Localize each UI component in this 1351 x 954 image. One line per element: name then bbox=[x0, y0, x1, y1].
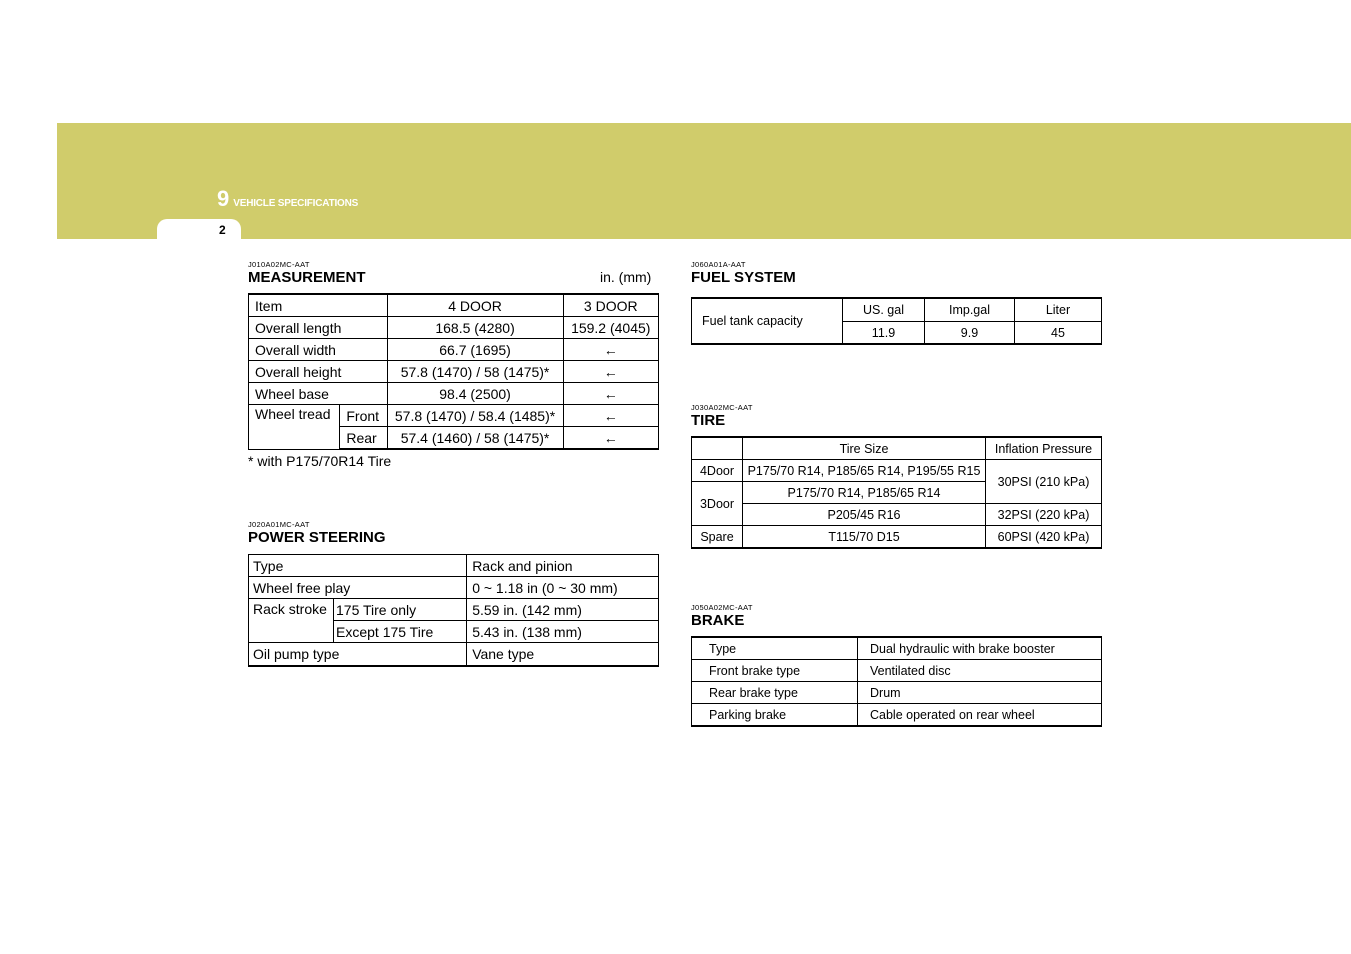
header-cell bbox=[692, 437, 743, 460]
measurement-unit: in. (mm) bbox=[600, 269, 652, 285]
value-cell: 45 bbox=[1015, 322, 1102, 345]
value-cell: 60PSI (420 kPa) bbox=[986, 526, 1102, 549]
value-cell: T115/70 D15 bbox=[743, 526, 986, 549]
value-cell: Dual hydraulic with brake booster bbox=[858, 637, 1102, 660]
chapter-heading bbox=[217, 186, 358, 212]
value-cell: 57.8 (1470) / 58.4 (1485)* bbox=[387, 405, 563, 427]
row-label: 4Door bbox=[692, 460, 743, 482]
section-title: BRAKE bbox=[691, 612, 745, 629]
table-row bbox=[249, 383, 659, 405]
value-cell: 98.4 (2500) bbox=[387, 383, 563, 405]
table-row bbox=[692, 460, 1102, 482]
row-label: Parking brake bbox=[692, 704, 858, 727]
header-cell: Item bbox=[249, 294, 388, 317]
section-code: J030A02MC-AAT bbox=[691, 403, 753, 412]
row-label: Type bbox=[692, 637, 858, 660]
table-row bbox=[249, 294, 659, 317]
section-code: J060A01A-AAT bbox=[691, 260, 746, 269]
fuel-system-table bbox=[691, 297, 1102, 345]
same-as-left-arrow-icon: ← bbox=[563, 339, 658, 361]
measurement-note: * with P175/70R14 Tire bbox=[248, 453, 392, 469]
value-cell: 11.9 bbox=[843, 322, 925, 345]
value-cell: Vane type bbox=[467, 643, 659, 667]
same-as-left-arrow-icon: ← bbox=[563, 405, 658, 427]
value-cell: P205/45 R16 bbox=[743, 504, 986, 526]
page-number: 2 bbox=[219, 223, 226, 237]
value-cell: 66.7 (1695) bbox=[387, 339, 563, 361]
row-label: Rear brake type bbox=[692, 682, 858, 704]
table-row bbox=[692, 682, 1102, 704]
row-label: Rack stroke bbox=[249, 599, 334, 643]
table-row bbox=[692, 526, 1102, 549]
value-cell: 57.8 (1470) / 58 (1475)* bbox=[387, 361, 563, 383]
section-title: POWER STEERING bbox=[248, 529, 386, 546]
chapter-number: 9 bbox=[217, 186, 230, 211]
power-steering-table bbox=[248, 554, 659, 667]
value-cell: 32PSI (220 kPa) bbox=[986, 504, 1102, 526]
table-row bbox=[692, 637, 1102, 660]
value-cell: 168.5 (4280) bbox=[387, 317, 563, 339]
same-as-left-arrow-icon: ← bbox=[563, 427, 658, 450]
row-label: Type bbox=[249, 555, 467, 577]
table-row bbox=[249, 599, 659, 621]
header-cell: 4 DOOR bbox=[387, 294, 563, 317]
row-label: Wheel free play bbox=[249, 577, 467, 599]
value-cell: 159.2 (4045) bbox=[563, 317, 658, 339]
row-label: Overall height bbox=[249, 361, 388, 383]
value-cell: Cable operated on rear wheel bbox=[858, 704, 1102, 727]
row-label: Wheel tread bbox=[249, 405, 340, 450]
value-cell: 0 ~ 1.18 in (0 ~ 30 mm) bbox=[467, 577, 659, 599]
same-as-left-arrow-icon: ← bbox=[563, 383, 658, 405]
table-row bbox=[692, 704, 1102, 727]
value-cell: Drum bbox=[858, 682, 1102, 704]
row-label: Wheel base bbox=[249, 383, 388, 405]
table-row bbox=[249, 555, 659, 577]
row-label: Oil pump type bbox=[249, 643, 467, 667]
sub-label: 175 Tire only bbox=[334, 599, 467, 621]
table-row bbox=[249, 643, 659, 667]
same-as-left-arrow-icon: ← bbox=[563, 361, 658, 383]
table-row bbox=[249, 317, 659, 339]
value-cell: P175/70 R14, P185/65 R14 bbox=[743, 482, 986, 504]
header-cell: Imp.gal bbox=[925, 298, 1015, 322]
value-cell: 9.9 bbox=[925, 322, 1015, 345]
section-code: J050A02MC-AAT bbox=[691, 603, 753, 612]
header-cell: Inflation Pressure bbox=[986, 437, 1102, 460]
value-cell: P175/70 R14, P185/65 R14, P195/55 R15 bbox=[743, 460, 986, 482]
page-tab bbox=[157, 219, 241, 240]
section-title: TIRE bbox=[691, 412, 726, 429]
row-label: Spare bbox=[692, 526, 743, 549]
row-label: Fuel tank capacity bbox=[692, 298, 843, 344]
value-cell: 5.59 in. (142 mm) bbox=[467, 599, 659, 621]
table-row bbox=[692, 437, 1102, 460]
row-label: Overall length bbox=[249, 317, 388, 339]
table-row bbox=[692, 660, 1102, 682]
value-cell: 5.43 in. (138 mm) bbox=[467, 621, 659, 643]
header-cell: Liter bbox=[1015, 298, 1102, 322]
table-row bbox=[692, 504, 1102, 526]
chapter-title: VEHICLE SPECIFICATIONS bbox=[233, 198, 359, 209]
sub-label: Rear bbox=[340, 427, 387, 450]
table-row bbox=[249, 405, 659, 427]
value-cell: Rack and pinion bbox=[467, 555, 659, 577]
header-cell: Tire Size bbox=[743, 437, 986, 460]
row-label: Overall width bbox=[249, 339, 388, 361]
row-label: Front brake type bbox=[692, 660, 858, 682]
header-cell: 3 DOOR bbox=[563, 294, 658, 317]
table-row bbox=[692, 298, 1102, 322]
brake-table bbox=[691, 636, 1102, 727]
power-steering-heading bbox=[248, 520, 386, 546]
header-cell: US. gal bbox=[843, 298, 925, 322]
section-code: J010A02MC-AAT bbox=[248, 260, 310, 269]
tire-table bbox=[691, 436, 1102, 549]
header-band bbox=[57, 123, 1351, 239]
table-row bbox=[249, 339, 659, 361]
table-row bbox=[249, 577, 659, 599]
section-title: MEASUREMENT bbox=[248, 269, 366, 286]
value-cell: 30PSI (210 kPa) bbox=[986, 460, 1102, 504]
section-title: FUEL SYSTEM bbox=[691, 269, 796, 286]
sub-label: Except 175 Tire bbox=[334, 621, 467, 643]
sub-label: Front bbox=[340, 405, 387, 427]
table-row bbox=[249, 361, 659, 383]
brake-heading bbox=[691, 603, 753, 629]
fuel-system-heading bbox=[691, 260, 796, 286]
value-cell: Ventilated disc bbox=[858, 660, 1102, 682]
measurement-heading bbox=[248, 260, 366, 286]
measurement-table bbox=[248, 293, 659, 450]
value-cell: 57.4 (1460) / 58 (1475)* bbox=[387, 427, 563, 450]
section-code: J020A01MC-AAT bbox=[248, 520, 310, 529]
tire-heading bbox=[691, 403, 753, 429]
row-label: 3Door bbox=[692, 482, 743, 526]
